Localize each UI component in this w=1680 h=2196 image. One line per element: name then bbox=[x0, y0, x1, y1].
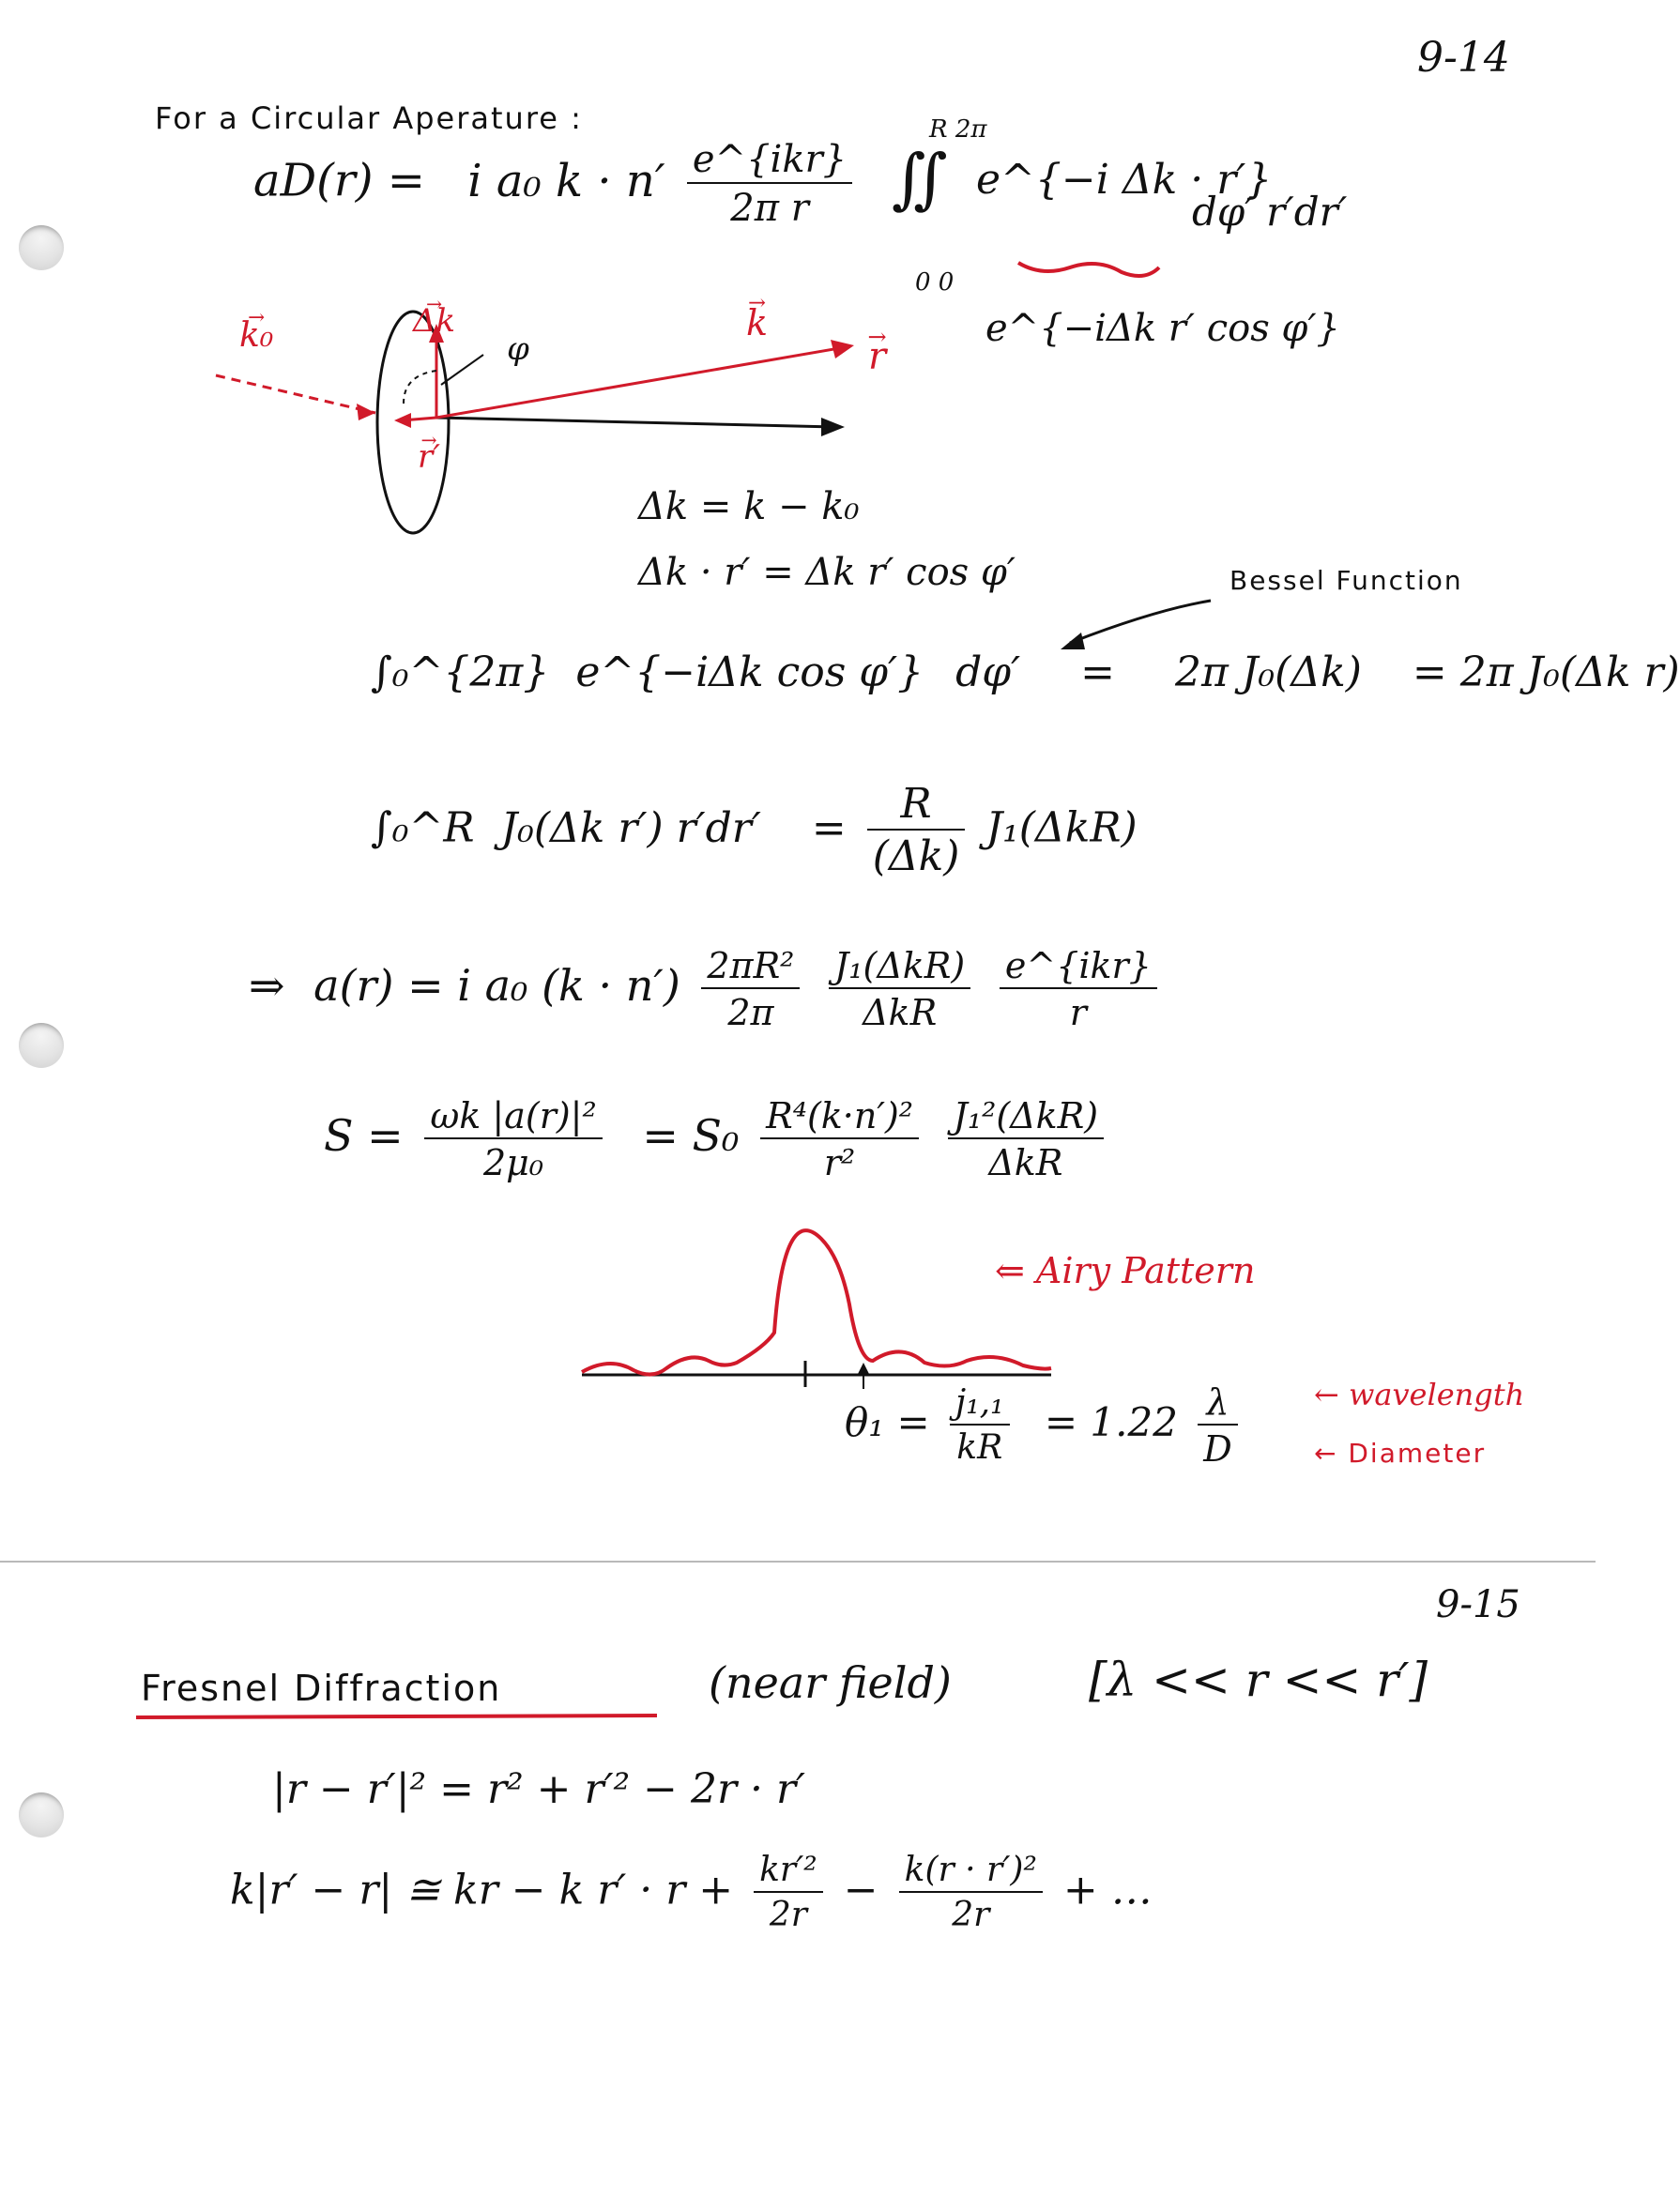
integral-2-integrand: J₀(Δk r′) r′dr′ bbox=[500, 803, 761, 852]
binder-hole-bottom bbox=[19, 1792, 64, 1838]
intensity-numerator-1: ωk |a(r)|² bbox=[424, 1098, 602, 1139]
intensity-denominator-1: 2μ₀ bbox=[482, 1142, 544, 1183]
airy-pattern-label: ⇐ Airy Pattern bbox=[995, 1250, 1256, 1291]
phase-term-1-numerator: kr′² bbox=[754, 1853, 823, 1893]
integral-2-equals: = bbox=[811, 803, 847, 852]
wavelength-note: ← wavelength bbox=[1314, 1377, 1525, 1412]
theta-denominator-2: D bbox=[1203, 1428, 1232, 1470]
page-divider bbox=[0, 1561, 1596, 1563]
intensity-equation bbox=[324, 1095, 1111, 1183]
page-heading: For a Circular Aperature : bbox=[155, 100, 583, 136]
label-k0: → k₀ bbox=[239, 319, 273, 353]
phase-expansion bbox=[230, 1853, 1153, 1932]
integral-2-limits: ∫₀^R bbox=[371, 803, 475, 852]
phase-term-2 bbox=[899, 1853, 1043, 1932]
result-fraction-numerator: 2πR² bbox=[701, 948, 800, 989]
intensity-denominator-2: r² bbox=[823, 1142, 856, 1183]
label-r: → r bbox=[868, 338, 886, 375]
delta-k-definition: Δk = k − k₀ bbox=[638, 485, 860, 528]
phase-minus: − bbox=[843, 1866, 878, 1914]
aperture-prefactor: i a₀ k · n′ bbox=[467, 154, 665, 207]
label-k: → k bbox=[746, 305, 768, 341]
result-fraction-denominator: 2π bbox=[727, 992, 774, 1033]
theta-denominator-1: kR bbox=[956, 1428, 1003, 1467]
integral-2-numerator: R bbox=[867, 784, 966, 831]
aperture-lhs: aD(r) = bbox=[253, 154, 425, 207]
label-phi: φ bbox=[507, 330, 529, 368]
near-field-subheading: (near field) bbox=[709, 1657, 952, 1708]
intensity-denominator-3: ΔkR bbox=[988, 1142, 1063, 1183]
result-bessel-fraction bbox=[829, 945, 970, 1033]
result-exp-denominator: r bbox=[1069, 992, 1087, 1033]
integrand-cosine: e^{−iΔk r′ cos φ′} bbox=[985, 307, 1340, 350]
delta-k-dot-r: Δk · r′ = Δk r′ cos φ′ bbox=[638, 551, 1016, 594]
integral-2 bbox=[371, 780, 1138, 880]
intensity-fraction-2 bbox=[760, 1095, 919, 1183]
integral-2-denominator: (Δk) bbox=[872, 832, 960, 880]
page-number-2: 9-15 bbox=[1436, 1583, 1520, 1626]
fresnel-underline bbox=[136, 1713, 662, 1722]
result-lhs: a(r) = i a₀ (k · n′) bbox=[313, 960, 680, 1011]
differential: dφ′ r′dr′ bbox=[1192, 189, 1348, 235]
phase-term-1 bbox=[754, 1853, 823, 1932]
intensity-numerator-3: J₁²(ΔkR) bbox=[948, 1098, 1104, 1139]
theta-numerator-2: λ bbox=[1198, 1384, 1237, 1426]
double-integral-lower: 0 0 bbox=[915, 268, 955, 297]
integral-1-result: = 2π J₀(Δk r) bbox=[1412, 648, 1680, 696]
diameter-note: ← Diameter bbox=[1314, 1438, 1487, 1469]
bessel-function-note: Bessel Function bbox=[1229, 565, 1463, 596]
result-exp-numerator: e^{ikr} bbox=[1000, 948, 1157, 989]
integral-2-fraction bbox=[867, 780, 966, 880]
phase-term-2-denominator: 2r bbox=[952, 1896, 990, 1934]
integral-2-result: J₁(ΔkR) bbox=[985, 803, 1138, 852]
label-r-prime: → r′ bbox=[418, 441, 440, 473]
double-integral-sign: ∬ bbox=[892, 140, 948, 217]
result-bessel-denominator: ΔkR bbox=[863, 992, 938, 1033]
integrand: e^{−i Δk · r′} bbox=[976, 156, 1273, 204]
theta-fraction-1 bbox=[950, 1383, 1009, 1467]
theta-equation bbox=[845, 1381, 1245, 1470]
theta-fraction-2 bbox=[1198, 1381, 1237, 1470]
aperture-denominator: 2π r bbox=[730, 187, 809, 230]
result-exp-fraction bbox=[1000, 945, 1157, 1033]
distance-squared-equation: |r − r′|² = r² + r′² − 2r · r′ bbox=[272, 1765, 806, 1813]
binder-hole-middle bbox=[19, 1023, 64, 1068]
theta-lhs: θ₁ = bbox=[845, 1399, 930, 1445]
phase-term-2-numerator: k(r · r′)² bbox=[899, 1853, 1043, 1893]
theta-numerator-1: j₁,₁ bbox=[950, 1386, 1009, 1426]
double-integral-upper: R 2π bbox=[929, 115, 987, 144]
page-number: 9-14 bbox=[1417, 34, 1510, 82]
result-fraction bbox=[701, 945, 800, 1033]
intensity-equals-s0: = S₀ bbox=[642, 1110, 740, 1161]
phase-term-1-denominator: 2r bbox=[769, 1896, 807, 1934]
phase-expansion-lhs: k|r′ − r| ≅ kr − k r′ · r + bbox=[230, 1866, 734, 1914]
aperture-equation bbox=[253, 138, 860, 230]
integral-1-integrand: e^{−iΔk cos φ′} bbox=[575, 648, 924, 696]
binder-hole-top bbox=[19, 225, 64, 270]
integral-1-differential: dφ′ bbox=[955, 648, 1021, 696]
intensity-fraction-3 bbox=[948, 1095, 1104, 1183]
phase-tail: + … bbox=[1062, 1866, 1153, 1914]
integral-1-equals: = bbox=[1080, 648, 1115, 696]
red-squiggle bbox=[1014, 253, 1164, 282]
aperture-fraction bbox=[687, 138, 852, 230]
intensity-fraction-1 bbox=[424, 1095, 602, 1183]
integral-1-limits: ∫₀^{2π} bbox=[371, 648, 550, 696]
intensity-lhs: S = bbox=[324, 1110, 404, 1161]
label-delta-k: → Δk bbox=[413, 305, 455, 337]
result-equation bbox=[249, 945, 1165, 1033]
airy-pattern-sketch bbox=[582, 1220, 1070, 1408]
result-arrow: ⇒ bbox=[249, 960, 285, 1011]
aperture-exp: e^{ikr} bbox=[687, 141, 852, 184]
result-bessel-numerator: J₁(ΔkR) bbox=[829, 948, 970, 989]
theta-equals: = 1.22 bbox=[1044, 1399, 1178, 1445]
bessel-pointer-arrow bbox=[1051, 591, 1220, 657]
fresnel-heading: Fresnel Diffraction bbox=[141, 1668, 502, 1709]
intensity-numerator-2: R⁴(k·n′)² bbox=[760, 1098, 919, 1139]
integral-1 bbox=[371, 648, 1680, 696]
fresnel-condition: [λ << r << r′] bbox=[1089, 1653, 1428, 1707]
integral-1-middle: 2π J₀(Δk) bbox=[1174, 648, 1362, 696]
